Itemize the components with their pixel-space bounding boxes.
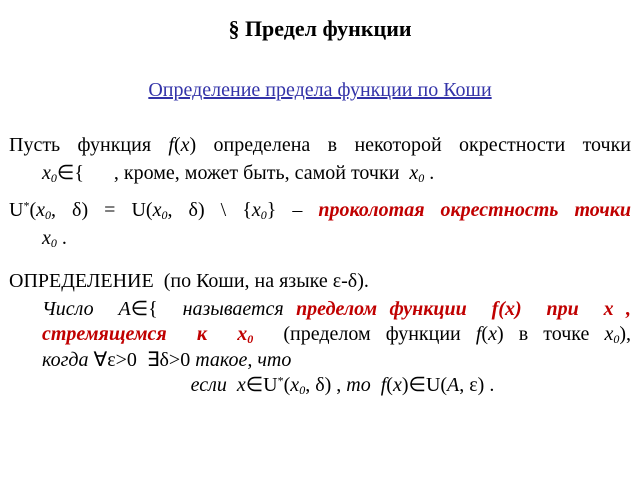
text-run: 0 [299, 383, 306, 397]
text-run: ) [401, 374, 409, 396]
text-run: * [23, 198, 30, 213]
text-run: называется [157, 298, 297, 320]
text-run: f [475, 323, 482, 345]
text-run: ∈{ [130, 298, 158, 320]
text-run: U [9, 199, 24, 221]
text-run: ) в точке [496, 323, 605, 345]
text-run: стремящемся к x [42, 323, 248, 345]
text-run: x [290, 374, 300, 396]
text-run: ( [29, 199, 37, 221]
definition-body-line1 [42, 297, 631, 322]
punctured-neighborhood-line1 [9, 198, 631, 223]
text-run: , δ) \ { [167, 199, 252, 221]
text-run: x [42, 227, 51, 249]
text-run: если x [190, 374, 246, 396]
text-run: x [152, 199, 162, 221]
text-run: такое, что [190, 349, 292, 371]
text-run: x [36, 199, 46, 221]
paragraph1-line1 [9, 133, 631, 158]
text-run: Число A [42, 298, 131, 320]
text-run: , δ) = U( [51, 199, 153, 221]
text-run: 0 [161, 208, 168, 222]
text-run: когда [42, 349, 94, 371]
text-run: 0 [50, 236, 57, 250]
text-run: x [42, 162, 51, 184]
definition-formula-line [0, 373, 640, 398]
text-run: проколотая окрестность точки [318, 199, 631, 221]
text-run: ∈{ [56, 162, 84, 184]
text-run: 0 [418, 171, 425, 185]
text-run: x [251, 199, 261, 221]
text-run: A [447, 374, 460, 396]
text-run: } – [266, 199, 319, 221]
punctured-neighborhood-line2 [42, 226, 67, 251]
text-run: ∈U [245, 374, 278, 396]
text-run: ∀ε>0 ∃δ>0 [93, 349, 191, 371]
text-run: ) определена в некоторой окрестности точки [189, 134, 632, 156]
definition-heading [9, 269, 369, 294]
text-run: ( [481, 323, 489, 345]
text-run: x [604, 323, 614, 345]
text-run: (пределом функции [253, 323, 476, 345]
text-run: x [392, 374, 402, 396]
text-run: , δ) , [305, 374, 347, 396]
text-run: ( [283, 374, 291, 396]
text-run: x [409, 162, 419, 184]
text-run: x [488, 323, 497, 345]
definition-body-line3 [42, 348, 291, 373]
text-run: , ε) . [459, 374, 495, 396]
text-run: * [277, 373, 284, 388]
text-run: ( [386, 374, 393, 396]
text-run: 0 [45, 208, 52, 222]
text-run: . [56, 227, 67, 249]
text-run: 0 [260, 208, 267, 222]
subtitle-link-line [0, 78, 640, 103]
text-run: то f [346, 374, 387, 396]
text-run: f [168, 134, 174, 156]
text-run: Пусть функция [9, 134, 169, 156]
text-run: ), [619, 323, 632, 345]
text-run: ∈U( [408, 374, 448, 396]
text-run: 0 [613, 332, 620, 346]
definition-body-line2 [42, 322, 631, 347]
text-run: . [424, 162, 435, 184]
cauchy-definition-link[interactable]: Определение предела функции по Коши [148, 79, 492, 101]
text-run: x [180, 134, 190, 156]
text-run: ( [173, 134, 181, 156]
paragraph1-line2 [42, 161, 434, 186]
text-run: , кроме, может быть, самой точки [83, 162, 410, 184]
text-run: 0 [50, 171, 57, 185]
text-run: пределом функции f(x) при x , [296, 298, 631, 320]
text-run: 0 [247, 332, 254, 346]
text-run: ОПРЕДЕЛЕНИЕ (по Коши, на языке ε-δ). [9, 270, 369, 292]
slide-title: § Предел функции [228, 16, 412, 41]
